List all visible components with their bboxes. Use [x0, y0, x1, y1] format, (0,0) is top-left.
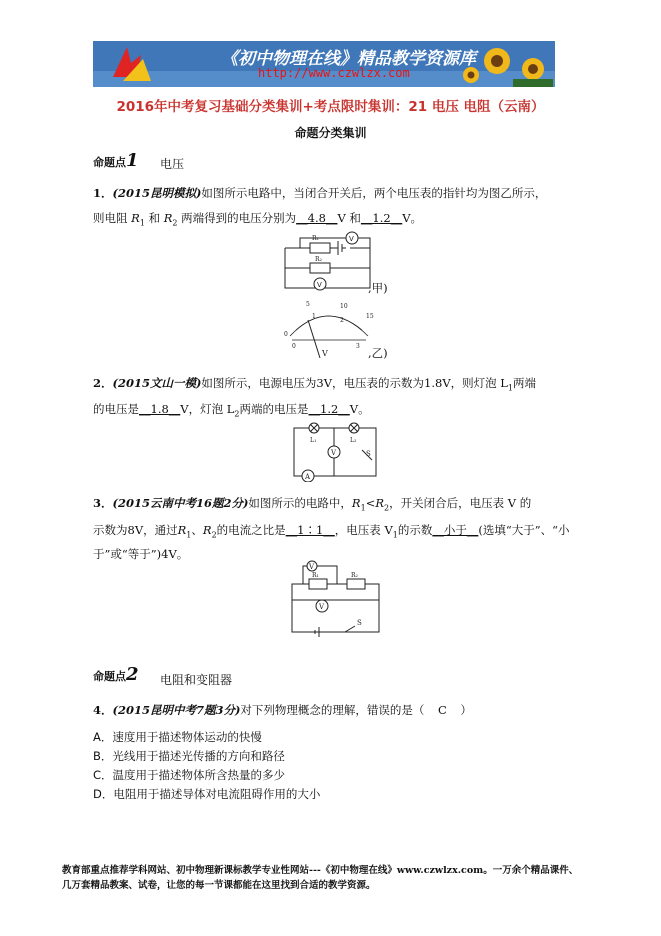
dial-label: 2 [340, 317, 344, 324]
q2-answer-2: __1.2__ [308, 402, 350, 416]
q1-caption-b: ,乙) [368, 346, 388, 360]
q1-answer-2: __1.2__ [360, 211, 403, 225]
banner-url[interactable]: http://www.czwlzx.com [258, 66, 410, 80]
q2-line1: 2．(2015文山一模)如图所示，电源电压为3V，电压表的示数为1.8V，则灯泡 $L_1$两端 [93, 376, 537, 393]
q1-meter-label-top: V [349, 235, 354, 243]
topic-tag-number: 1 [126, 150, 139, 171]
q3-v1-label: V [309, 563, 315, 571]
q2-answer-1: __1.8__ [139, 402, 181, 416]
q1-text: 和 [144, 211, 164, 225]
q1-text: 则电阻 [93, 211, 132, 225]
footer-line-2: 几万套精品教案、试卷，让您的每一节课都能在这里找到合适的教学资源。 [62, 880, 376, 891]
q2-text: 两端 [513, 376, 537, 390]
q1-source: (2015昆明模拟) [112, 186, 202, 200]
q1-answer-1: __4.8__ [296, 211, 338, 225]
q1-label-r2: R₂ [315, 256, 322, 263]
q1-line2: 则电阻 $R_1$ 和 $R_2$ 两端得到的电压分别为__4.8__V 和__1.2__V。 [93, 211, 423, 228]
q2-circuit-diagram [286, 420, 386, 482]
q2-line2: 的电压是__1.8__V，灯泡 $L_2$两端的电压是__1.2__V。 [93, 402, 370, 419]
topic-tag-number: 2 [126, 664, 139, 685]
dial-label: 1 [312, 313, 316, 320]
q3-v-label: V [319, 603, 325, 611]
q2-text: V，灯泡 L [180, 402, 235, 416]
q2-voltmeter-label: V [331, 449, 337, 457]
q4-option-d: D．电阻用于描述导体对电流阻碍作用的大小 [93, 787, 321, 801]
q2-text: V。 [349, 402, 370, 416]
q2-ammeter-label: A [305, 473, 311, 481]
q3-switch-label: S [357, 619, 362, 627]
q3-text: 示数为8V，通过 [93, 523, 178, 537]
q2-number: 2． [93, 376, 113, 390]
dial-label: 0 [284, 331, 288, 338]
q1-voltmeter-dial [280, 298, 380, 358]
q3-circuit-diagram [287, 560, 387, 638]
q1-text: V 和 [337, 211, 361, 225]
q2-text: 两端的电压是 [239, 402, 309, 416]
q3-source: (2015云南中考16题2分) [112, 496, 249, 510]
footer-line-1: 教育部重点推荐学科网站、初中物理新课标教学专业性网站---《初中物理在线》www.czwlzx.com。一万余个精品课件、 [62, 865, 579, 876]
q1-text: V。 [402, 211, 423, 225]
dial-label: 15 [366, 313, 374, 320]
q4-text: 对下列物理概念的理解，错误的是（ [240, 703, 425, 717]
q4-option-a: A．速度用于描述物体运动的快慢 [93, 730, 262, 744]
q3-line2: 示数为8V，通过$R_1$、$R_2$的电流之比是__1∶1__，电压表 $V_1$的示数__小于__(选填“大于”、“小 [93, 523, 570, 540]
section-heading: 命题分类集训 [294, 126, 367, 140]
q3-answer-1: __1∶1__ [285, 523, 335, 537]
q1-meter-label-bottom: V [317, 281, 322, 289]
q3-text: (选填“大于”、“小 [478, 523, 570, 537]
topic-name-2: 电阻和变阻器 [160, 673, 233, 687]
q2-switch-label: S [366, 450, 371, 458]
document-title: 2016年中考复习基础分类集训+考点限时集训：21 电压 电阻（云南） [116, 99, 545, 115]
q4-option-b: B．光线用于描述光传播的方向和路径 [93, 749, 285, 763]
q2-text: 如图所示，电源电压为3V，电压表的示数为1.8V，则灯泡 L [201, 376, 508, 390]
q3-text: 的示数 [397, 523, 433, 537]
dial-label: 3 [356, 343, 360, 350]
q1-r1: R [131, 211, 140, 225]
q3-line1: 3．(2015云南中考16题2分)如图所示的电路中，$R_1<R_2$，开关闭合后，电压表 V 的 [93, 496, 532, 513]
topic-name-1: 电压 [160, 157, 185, 171]
q3-text: ，开关闭合后，电压表 V 的 [389, 496, 532, 510]
q4-source: (2015昆明中考7题3分) [112, 703, 241, 717]
q4-option-c: C．温度用于描述物体所含热量的多少 [93, 768, 286, 782]
q1-r2: R [163, 211, 173, 225]
q1-label-r1: R₁ [312, 235, 319, 242]
header-banner [93, 41, 555, 87]
topic-tag-1 [93, 150, 139, 171]
q1-stem-1: 如图所示电路中，当闭合开关后，两个电压表的指针均为图乙所示， [201, 186, 547, 200]
q2-l2-label: L₂ [350, 437, 357, 444]
q3-condition: R [351, 496, 361, 510]
q2-l1-label: L₁ [310, 437, 317, 444]
q3-r1-label: R₁ [312, 572, 319, 579]
q2-source: (2015文山一模) [112, 376, 202, 390]
q4-answer: C [438, 703, 447, 717]
q3-answer-2: __小于__ [432, 523, 479, 537]
q1-number: 1． [93, 186, 113, 200]
q4-stem [93, 702, 472, 718]
dial-label: 10 [340, 303, 348, 310]
q3-line3: 于”或“等于”)4V。 [93, 547, 189, 561]
q2-text: 的电压是 [93, 402, 139, 416]
q3-text: 的电流之比是 [216, 523, 286, 537]
q3-text: 如图所示的电路中， [248, 496, 352, 510]
q3-number: 3． [93, 496, 113, 510]
banner-title: 《初中物理在线》精品教学资源库 [221, 49, 476, 69]
dial-label: 0 [292, 343, 296, 350]
q3-r2-label: R₂ [351, 572, 358, 579]
topic-tag-2 [93, 664, 139, 685]
q1-line1 [93, 185, 546, 201]
dial-unit: V [322, 349, 328, 358]
dial-label: 5 [306, 301, 310, 308]
topic-tag-label: 命题点 [93, 670, 126, 683]
topic-tag-label: 命题点 [93, 156, 126, 169]
q1-text: 两端得到的电压分别为 [177, 211, 297, 225]
q4-number: 4． [93, 703, 113, 717]
q3-text: ，电压表 V [334, 523, 393, 537]
q1-caption-a: ,甲) [368, 281, 388, 295]
q4-text: ） [460, 703, 472, 717]
